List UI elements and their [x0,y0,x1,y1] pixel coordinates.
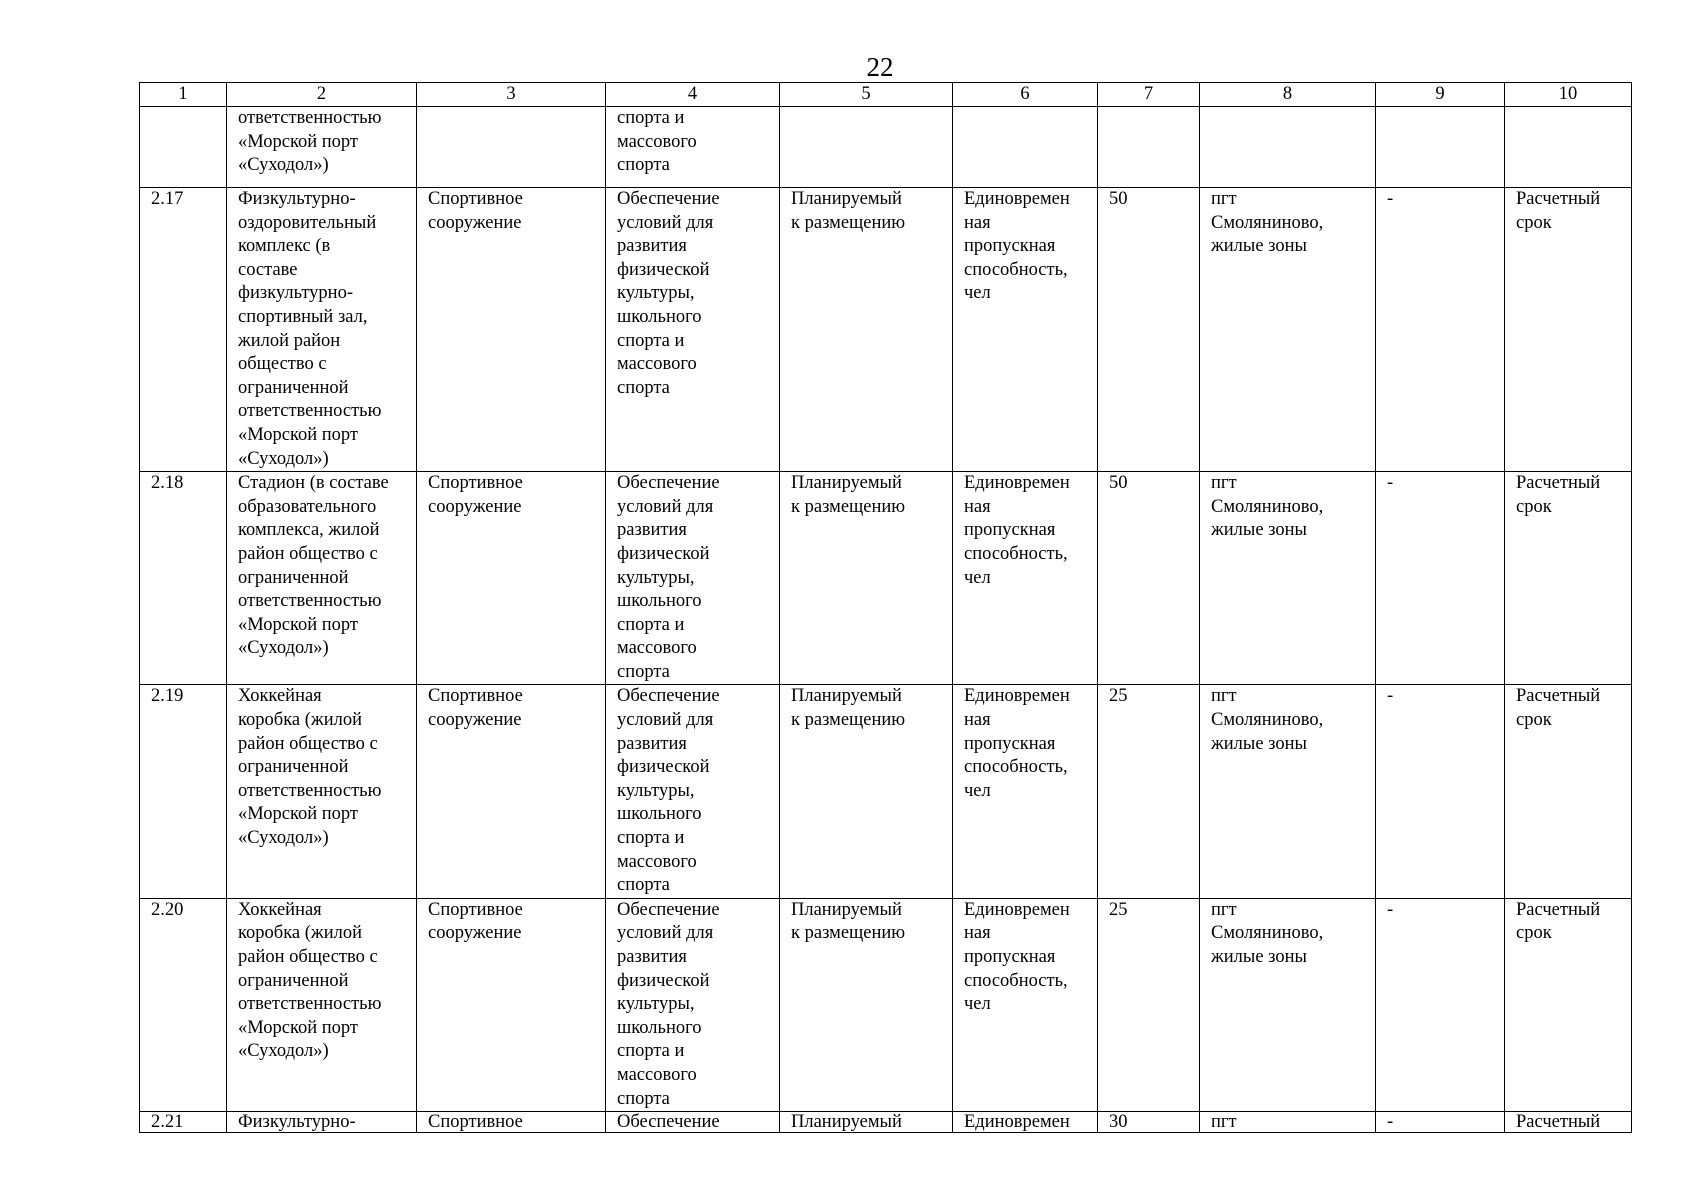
row-number-cell: 2.18 [140,472,227,685]
location-cell: пгт Смоляниново, жилые зоны [1200,898,1376,1111]
status-cell: Планируемый к размещению [780,898,953,1111]
indicator-cell: Единовремен ная пропускная способность, чел [953,898,1098,1111]
status-cell: Планируемый к размещению [780,685,953,898]
column-number: 4 [606,83,780,107]
purpose-cell: спорта и массового спорта [606,107,780,188]
column-number: 9 [1376,83,1505,107]
table-row [140,188,1632,472]
indicator-cell: Единовремен [953,1112,1098,1133]
column-number: 7 [1098,83,1200,107]
value-cell [1098,107,1200,188]
table-row [140,472,1632,685]
zone-cell: - [1376,1112,1505,1133]
row-number-cell [140,107,227,188]
zone-cell: - [1376,188,1505,472]
value-cell: 50 [1098,188,1200,472]
indicator-cell: Единовремен ная пропускная способность, чел [953,188,1098,472]
column-number: 6 [953,83,1098,107]
status-cell: Планируемый к размещению [780,188,953,472]
object-type-cell: Спортивное сооружение [417,188,606,472]
table-row [140,898,1632,1111]
value-cell: 30 [1098,1112,1200,1133]
object-name-cell: Стадион (в составе образовательного комплекса, жилой район общество с ограниченной ответственностью «Морской порт «Суходол») [227,472,417,685]
term-cell: Расчетный срок [1505,685,1632,898]
row-number-cell: 2.19 [140,685,227,898]
zone-cell: - [1376,472,1505,685]
zone-cell [1376,107,1505,188]
location-cell: пгт Смоляниново, жилые зоны [1200,188,1376,472]
purpose-cell: Обеспечение [606,1112,780,1133]
location-cell [1200,107,1376,188]
location-cell: пгт Смоляниново, жилые зоны [1200,472,1376,685]
purpose-cell: Обеспечение условий для развития физической культуры, школьного спорта и массового спорта [606,188,780,472]
object-type-cell: Спортивное [417,1112,606,1133]
column-number: 2 [227,83,417,107]
indicator-cell [953,107,1098,188]
object-name-cell: Физкультурно- [227,1112,417,1133]
object-name-cell: Хоккейная коробка (жилой район общество с ограниченной ответственностью «Морской порт «Суходол») [227,685,417,898]
object-type-cell: Спортивное сооружение [417,685,606,898]
table-row [140,685,1632,898]
term-cell: Расчетный [1505,1112,1632,1133]
term-cell: Расчетный срок [1505,898,1632,1111]
table-row [140,107,1632,188]
row-number-cell: 2.21 [140,1112,227,1133]
purpose-cell: Обеспечение условий для развития физической культуры, школьного спорта и массового спорта [606,685,780,898]
object-type-cell: Спортивное сооружение [417,472,606,685]
object-name-cell: Хоккейная коробка (жилой район общество с ограниченной ответственностью «Морской порт «Суходол») [227,898,417,1111]
indicator-cell: Единовремен ная пропускная способность, чел [953,472,1098,685]
column-number: 1 [140,83,227,107]
object-name-cell: ответственностью «Морской порт «Суходол») [227,107,417,188]
objects-table [139,82,1632,1133]
value-cell: 50 [1098,472,1200,685]
purpose-cell: Обеспечение условий для развития физической культуры, школьного спорта и массового спорта [606,472,780,685]
object-type-cell: Спортивное сооружение [417,898,606,1111]
term-cell: Расчетный срок [1505,472,1632,685]
row-number-cell: 2.20 [140,898,227,1111]
object-name-cell: Физкультурно- оздоровительный комплекс (в составе физкультурно- спортивный зал, жилой район общество с ограниченной ответственностью «Морской порт «Суходол») [227,188,417,472]
column-number-row [140,83,1632,107]
term-cell [1505,107,1632,188]
term-cell: Расчетный срок [1505,188,1632,472]
indicator-cell: Единовремен ная пропускная способность, чел [953,685,1098,898]
status-cell: Планируемый к размещению [780,472,953,685]
page-number: 22 [866,52,894,82]
value-cell: 25 [1098,685,1200,898]
value-cell: 25 [1098,898,1200,1111]
column-number: 10 [1505,83,1632,107]
column-number: 3 [417,83,606,107]
zone-cell: - [1376,685,1505,898]
status-cell: Планируемый [780,1112,953,1133]
purpose-cell: Обеспечение условий для развития физической культуры, школьного спорта и массового спорта [606,898,780,1111]
location-cell: пгт Смоляниново, жилые зоны [1200,685,1376,898]
column-number: 5 [780,83,953,107]
column-number: 8 [1200,83,1376,107]
location-cell: пгт [1200,1112,1376,1133]
status-cell [780,107,953,188]
table-row [140,1112,1632,1133]
row-number-cell: 2.17 [140,188,227,472]
zone-cell: - [1376,898,1505,1111]
object-type-cell [417,107,606,188]
